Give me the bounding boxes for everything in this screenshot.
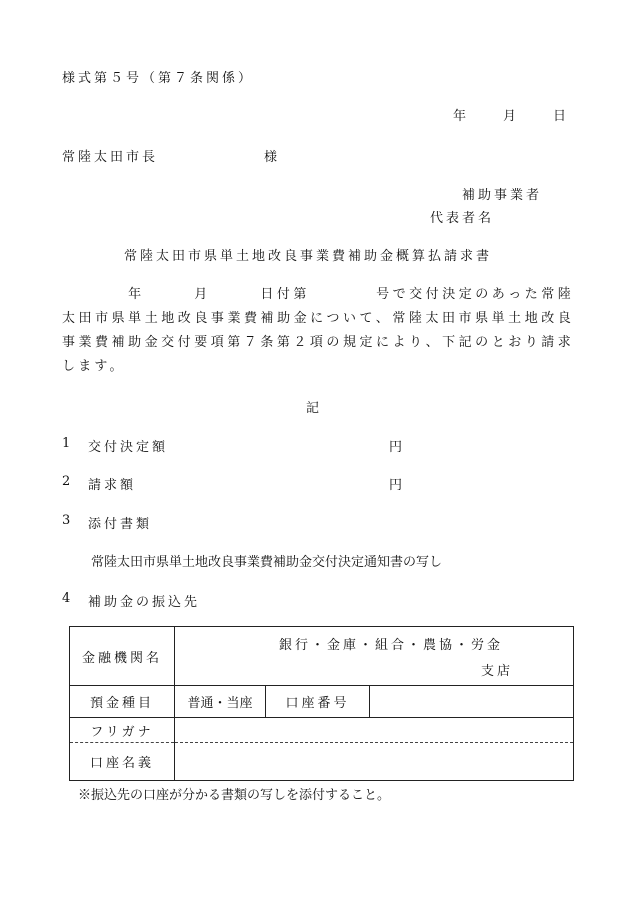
- institution-label: 金融機関名: [81, 650, 162, 666]
- institution-label-cell: [70, 627, 175, 686]
- applicant-label: 補助事業者: [462, 188, 543, 203]
- deposit-type-label: 預金種目: [89, 696, 154, 711]
- account-number-label: 口座番号: [285, 696, 350, 711]
- item-3-label: 添付書類: [88, 517, 153, 532]
- item-2-number: 2: [62, 474, 71, 489]
- account-number-input-cell: [370, 686, 574, 717]
- furigana-label: フリガナ: [90, 724, 154, 740]
- deposit-type-value-cell: [175, 686, 266, 717]
- holder-label-cell: [70, 743, 175, 781]
- representative-label: 代表者名: [430, 211, 495, 226]
- form-number: 様式第５号（第７条関係）: [62, 71, 255, 86]
- branch-label: 支店: [481, 664, 514, 679]
- date-day: 日: [553, 109, 567, 124]
- account-number-label-cell: [266, 686, 370, 717]
- item-2-unit: 円: [389, 478, 403, 493]
- holder-label: 口座名義: [89, 756, 154, 771]
- deposit-type-value: 普通・当座: [187, 696, 253, 711]
- holder-input-cell: [175, 743, 574, 781]
- deposit-type-label-cell: [70, 686, 175, 718]
- transfer-note: ※振込先の口座が分かる書類の写しを添付すること。: [78, 788, 391, 803]
- item-1-unit: 円: [389, 440, 403, 455]
- deposit-row-cell: [175, 686, 574, 718]
- addressee-honorific: 様: [264, 150, 278, 165]
- institution-input-cell: [175, 627, 574, 686]
- body-paragraph: 年 月 日付第 号で交付決定のあった常陸太田市県単土地改良事業費補助金について、常陸太田市県単土地改良事業費補助金交付要項第７条第２項の規定により、下記のとおり請求します。: [62, 287, 574, 374]
- furigana-input-cell: [175, 718, 574, 743]
- furigana-label-cell: [70, 718, 175, 743]
- bank-account-table: [69, 626, 574, 781]
- attachment-text: 常陸太田市県単土地改良事業費補助金交付決定通知書の写し: [91, 555, 443, 570]
- date-year: 年: [453, 109, 467, 124]
- addressee-name: 常陸太田市長: [62, 150, 159, 165]
- item-2-label: 請求額: [88, 478, 137, 493]
- document-title: 常陸太田市県単土地改良事業費補助金概算払請求書: [124, 249, 493, 264]
- item-1-number: 1: [62, 436, 71, 451]
- item-4-number: 4: [62, 591, 71, 606]
- ki-heading: 記: [306, 401, 320, 416]
- institution-types: 銀行・金庫・組合・農協・労金: [279, 638, 504, 653]
- date-month: 月: [503, 109, 517, 124]
- item-3-number: 3: [62, 513, 71, 528]
- item-4-label: 補助金の振込先: [88, 595, 201, 610]
- item-1-label: 交付決定額: [88, 440, 169, 455]
